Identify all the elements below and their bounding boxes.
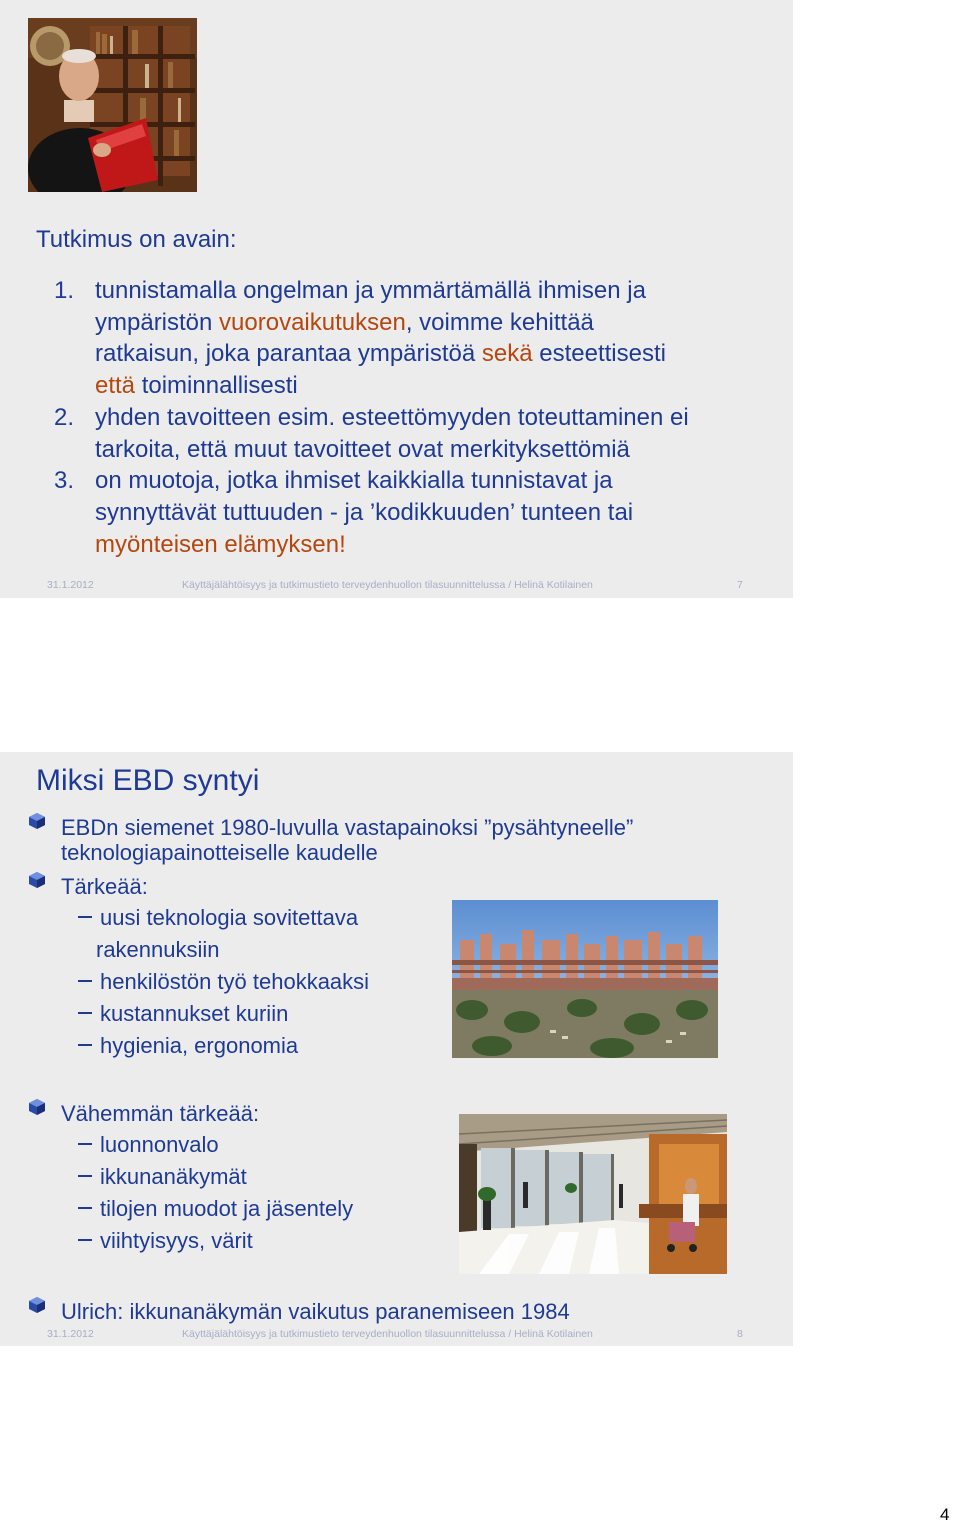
text: on muotoja, jotka ihmiset kaikkialla tunnistavat ja [95, 467, 613, 495]
bullet-text: EBDn siemenet 1980-luvulla vastapainoksi ”pysähtyneelle” [61, 815, 634, 840]
list-item-line [95, 529, 689, 561]
slide-title: Miksi EBD syntyi [36, 764, 260, 797]
dash-icon [78, 980, 92, 982]
text: ympäristön [95, 308, 220, 336]
bullet-icon [28, 812, 46, 830]
slide-footer [0, 1328, 793, 1344]
text: toiminnallisesti [135, 372, 298, 400]
slide-number: 8 [737, 1328, 743, 1340]
sub-item: kustannukset kuriin [78, 1001, 288, 1027]
sub-item: uusi teknologia sovitettava [78, 905, 358, 931]
highlighted-text: sekä [481, 340, 533, 368]
list-item-number: 2. [54, 403, 75, 431]
list-item-line [95, 434, 689, 466]
dash-icon [78, 1012, 92, 1014]
list-item-line [95, 465, 689, 497]
list-item-number: 1. [54, 277, 75, 304]
slide-footer [0, 579, 793, 595]
sub-item-continuation: rakennuksiin [96, 937, 220, 962]
footer-title: Käyttäjälähtöisyys ja tutkimustieto terveydenhuollon tilasuunnittelussa / Helinä Kotilainen [182, 579, 593, 591]
dash-icon [78, 1044, 92, 1046]
sub-item: viihtyisyys, värit [78, 1228, 253, 1254]
text: tarkoita, että muut tavoitteet ovat merkityksettömiä [95, 435, 630, 463]
bullet-icon [28, 871, 46, 889]
sub-item: luonnonvalo [78, 1132, 219, 1158]
list-item-line [95, 275, 689, 307]
numbered-list [54, 275, 689, 560]
bullet-text: Tärkeää: [61, 874, 148, 899]
highlighted-text: että [95, 372, 136, 400]
list-item-line [95, 338, 689, 370]
bullet-text: teknologiapainotteiselle kaudelle [61, 840, 378, 865]
list-item [54, 402, 689, 465]
sub-item: henkilöstön työ tehokkaaksi [78, 969, 369, 995]
text: esteettisesti [532, 340, 666, 368]
slide-title: Tutkimus on avain: [36, 226, 237, 253]
bullet-text: Ulrich: ikkunanäkymän vaikutus paranemiseen 1984 [61, 1299, 570, 1324]
list-item-number: 3. [54, 467, 75, 495]
list-item-line [95, 307, 689, 339]
text: yhden tavoitteen esim. esteettömyyden toteuttaminen ei [95, 403, 689, 431]
dash-icon [78, 1207, 92, 1209]
bullet-icon [28, 1098, 46, 1116]
bullet-icon [28, 1296, 46, 1314]
highlighted-text: myönteisen elämyksen! [95, 530, 346, 558]
text: ratkaisun, joka parantaa ympäristöä [95, 340, 482, 368]
text: tunnistamalla ongelman ja ymmärtämällä ihmisen ja [95, 277, 646, 304]
slide-number: 7 [737, 579, 743, 591]
slide-8 [0, 752, 793, 1346]
list-item-line [95, 497, 689, 529]
slide-7 [0, 0, 793, 598]
list-item [54, 465, 689, 560]
bullet-text: Vähemmän tärkeää: [61, 1101, 260, 1126]
dash-icon [78, 916, 92, 918]
page-number: 4 [940, 1505, 950, 1524]
footer-title: Käyttäjälähtöisyys ja tutkimustieto terveydenhuollon tilasuunnittelussa / Helinä Kotilainen [182, 1328, 593, 1340]
sub-item: tilojen muodot ja jäsentely [78, 1196, 353, 1222]
dash-icon [78, 1175, 92, 1177]
list-item [54, 275, 689, 402]
highlighted-text: vuorovaikutuksen [219, 308, 406, 336]
footer-date: 31.1.2012 [47, 579, 94, 591]
footer-date: 31.1.2012 [47, 1328, 94, 1340]
hospital-lobby-photo [459, 1114, 727, 1274]
dash-icon [78, 1143, 92, 1145]
reading-man-photo [28, 18, 197, 192]
text: synnyttävät tuttuuden - ja ’kodikkuuden’ tunteen tai [95, 498, 634, 526]
list-item-line [95, 370, 689, 402]
sub-item: hygienia, ergonomia [78, 1033, 298, 1059]
hospital-building-photo [452, 900, 718, 1058]
dash-icon [78, 1239, 92, 1241]
sub-item: ikkunanäkymät [78, 1164, 247, 1190]
list-item-line [95, 402, 689, 434]
text: , voimme kehittää [405, 308, 594, 336]
